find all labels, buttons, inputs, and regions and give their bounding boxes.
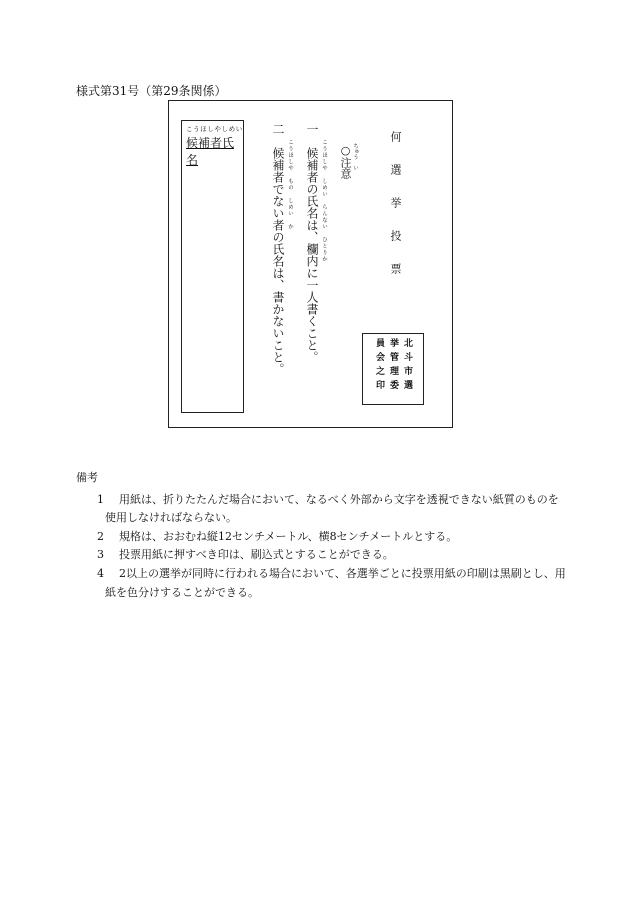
remark-number: 4 <box>97 566 104 580</box>
seal-text: 北斗市選挙管理委員会之印 <box>374 338 412 394</box>
remark-number: 2 <box>97 529 104 543</box>
remark-text: 用紙は、折りたたんだ場合において、なるべく外部から文字を透視できない紙質のものを使用しなければならない。 <box>105 492 559 525</box>
remark-item <box>76 546 566 565</box>
rule-1-ruby: こうほしや しめい らんない ひとりか <box>321 139 327 263</box>
form-title: 様式第31号（第29条関係） <box>76 84 227 98</box>
remark-text: 規格は、おおむね縦12センチメートル、横8センチメートルとする。 <box>119 529 458 543</box>
ballot-sample <box>168 100 453 428</box>
candidate-name-ruby: こうほしやしめい <box>186 125 243 133</box>
notice-ruby: ちゅう い <box>352 143 358 171</box>
remarks-section <box>76 469 566 602</box>
candidate-name-box <box>181 120 244 413</box>
notice-heading: ○注意 <box>339 144 352 179</box>
remark-text: 投票用紙に押すべき印は、刷込式とすることができる。 <box>119 548 394 562</box>
remarks-heading: 備考 <box>76 471 98 484</box>
election-commission-seal <box>362 333 424 405</box>
remark-number: 3 <box>97 548 104 562</box>
remark-number: 1 <box>97 492 104 506</box>
rule-2-ruby: こうほしや もの しめい か <box>287 139 293 230</box>
remark-item <box>76 565 566 602</box>
candidate-name-label: 候補者氏名 <box>186 136 235 167</box>
rule-2: 二 候補者でない者の氏名は、書かないこと。 <box>271 123 285 375</box>
remark-text: 2以上の選挙が同時に行われる場合において、各選挙ごとに投票用紙の印刷は黒刷とし、用紙を色分けすることができる。 <box>105 566 566 599</box>
ballot-title: 何選挙投票 <box>389 131 402 296</box>
remark-item <box>76 491 566 528</box>
remark-item <box>76 528 566 547</box>
rule-1: 一 候補者の氏名は、欄内に一人書くこと。 <box>305 123 319 363</box>
